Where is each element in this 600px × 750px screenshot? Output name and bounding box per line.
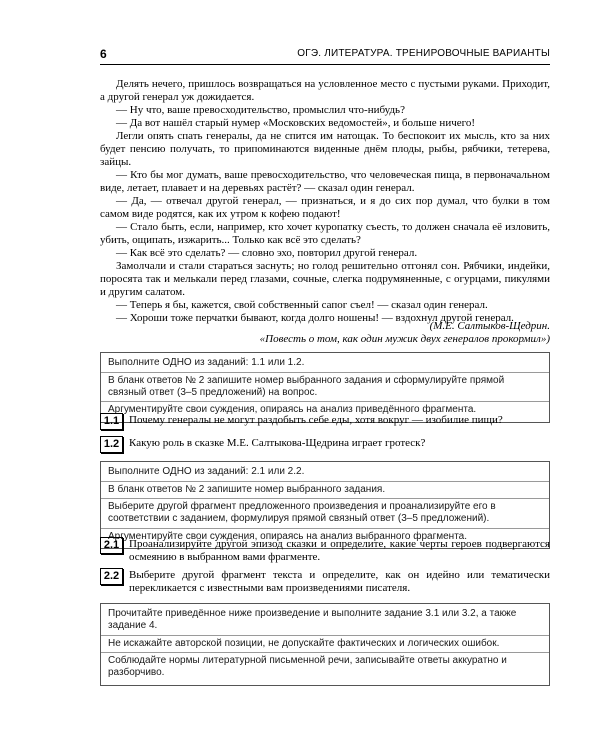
task-2-2 (100, 568, 550, 594)
instruction-line: Аргументируйте свои суждения, опираясь на анализ приведённого фрагмента. (108, 404, 477, 415)
excerpt-paragraph: Легли опять спать генералы, да не спится им натощак. То беспокоит их мысль, кто за них будет пенсию получать, то припоминаются виденные днём плоды, рыбы, рябчики, тетерева, зайцы. (100, 130, 550, 168)
instruction-box-2 (100, 461, 550, 549)
divider (101, 652, 549, 653)
excerpt-paragraph: — Хороши тоже перчатки бывают, когда долго ношены! — вздохнул другой генерал. (116, 312, 514, 324)
divider (101, 372, 549, 373)
task-number: 2.1 (100, 537, 123, 554)
divider (101, 481, 549, 482)
task-number: 2.2 (100, 568, 123, 585)
task-number: 1.1 (100, 413, 123, 430)
instruction-line: В бланк ответов № 2 запишите номер выбранного задания и сформулируйте прямой связный ответ (3–5 предложений) на вопрос. (108, 374, 505, 398)
task-text: Выберите другой фрагмент текста и определите, как он идейно или тематически перекликается с известными вам произведениями писателя. (129, 569, 550, 594)
instruction-line: Выберите другой фрагмент предложенного произведения и проанализируйте его в соответствии с заданием, формулируя прямой связный ответ (3–5 предложений). (108, 501, 496, 524)
divider (101, 401, 549, 402)
task-text: Почему генералы не могут раздобыть себе еды, хотя вокруг — изобилие пищи? (129, 414, 503, 426)
divider (101, 498, 549, 499)
excerpt-author: (М.Е. Салтыков-Щедрин. (429, 320, 550, 332)
excerpt-paragraph: — Да вот нашёл старый нумер «Московских ведомостей», и больше ничего! (116, 117, 476, 129)
instruction-line: Выполните ОДНО из заданий: 2.1 или 2.2. (108, 466, 305, 477)
excerpt-paragraph: Делять нечего, пришлось возвращаться на условленное место с пустыми руками. Приходит, а другой генерал уж дожидается. (100, 78, 550, 103)
excerpt-paragraph: — Ну что, ваше превосходительство, промыслил что-нибудь? (116, 104, 405, 116)
page-header (100, 48, 550, 65)
excerpt-paragraph: Замолчали и стали стараться заснуть; но голод решительно отгонял сон. Рябчики, индейки, поросята так и мелькали перед глазами, сочные, слегка подрумяненные, с огурцами, пикулями и другим салатом. (100, 260, 550, 298)
divider (101, 528, 549, 529)
running-title: ОГЭ. ЛИТЕРАТУРА. ТРЕНИРОВОЧНЫЕ ВАРИАНТЫ (297, 48, 550, 59)
page-number: 6 (100, 47, 107, 61)
instruction-box-1 (100, 352, 550, 423)
task-number: 1.2 (100, 436, 123, 453)
excerpt-paragraph: — Как всё это сделать? — словно эхо, повторил другой генерал. (116, 247, 418, 259)
task-text: Проанализируйте другой эпизод сказки и определите, какие черты героев подвергаются осмеянию в выбранном вами фрагменте. (129, 538, 550, 563)
excerpt-paragraph: — Кто бы мог думать, ваше превосходительство, что человеческая пища, в первоначальном виде, летает, плавает и на деревьях растёт? — сказал один генерал. (100, 169, 550, 194)
excerpt-paragraph: — Теперь я бы, кажется, свой собственный сапог съел! — сказал один генерал. (116, 299, 488, 311)
task-text: Какую роль в сказке М.Е. Салтыкова-Щедрина играет гротеск? (129, 437, 426, 449)
excerpt-paragraph: — Стало быть, если, например, кто хочет куропатку съесть, то должен сначала её изловить, убить, ощипать, изжарить... Только как всё это сделать? (100, 221, 550, 246)
task-1-2 (100, 436, 550, 453)
instruction-box-3 (100, 603, 550, 686)
task-1-1 (100, 413, 550, 430)
instruction-line: Прочитайте приведённое ниже произведение и выполните задание 3.1 или 3.2, а также задание 4. (108, 608, 517, 631)
instruction-line: Выполните ОДНО из заданий: 1.1 или 1.2. (108, 357, 305, 368)
literary-excerpt (100, 78, 550, 325)
task-2-1 (100, 537, 550, 563)
instruction-line: Не искажайте авторской позиции, не допускайте фактических и логических ошибок. (108, 637, 500, 649)
divider (101, 635, 549, 636)
instruction-line: Соблюдайте нормы литературной письменной речи, записывайте ответы аккуратно и разборчиво. (108, 655, 507, 678)
excerpt-paragraph: — Да, — отвечал другой генерал, — признаться, и я до сих пор думал, что булки в том самом виде родятся, как их утром к кофею подают! (100, 195, 550, 220)
instruction-line: Аргументируйте свои суждения, опираясь на анализ выбранного фрагмента. (108, 530, 468, 542)
instruction-line: В бланк ответов № 2 запишите номер выбранного задания. (108, 483, 386, 495)
excerpt-work-title: «Повесть о том, как один мужик двух генералов прокормил») (259, 333, 550, 345)
